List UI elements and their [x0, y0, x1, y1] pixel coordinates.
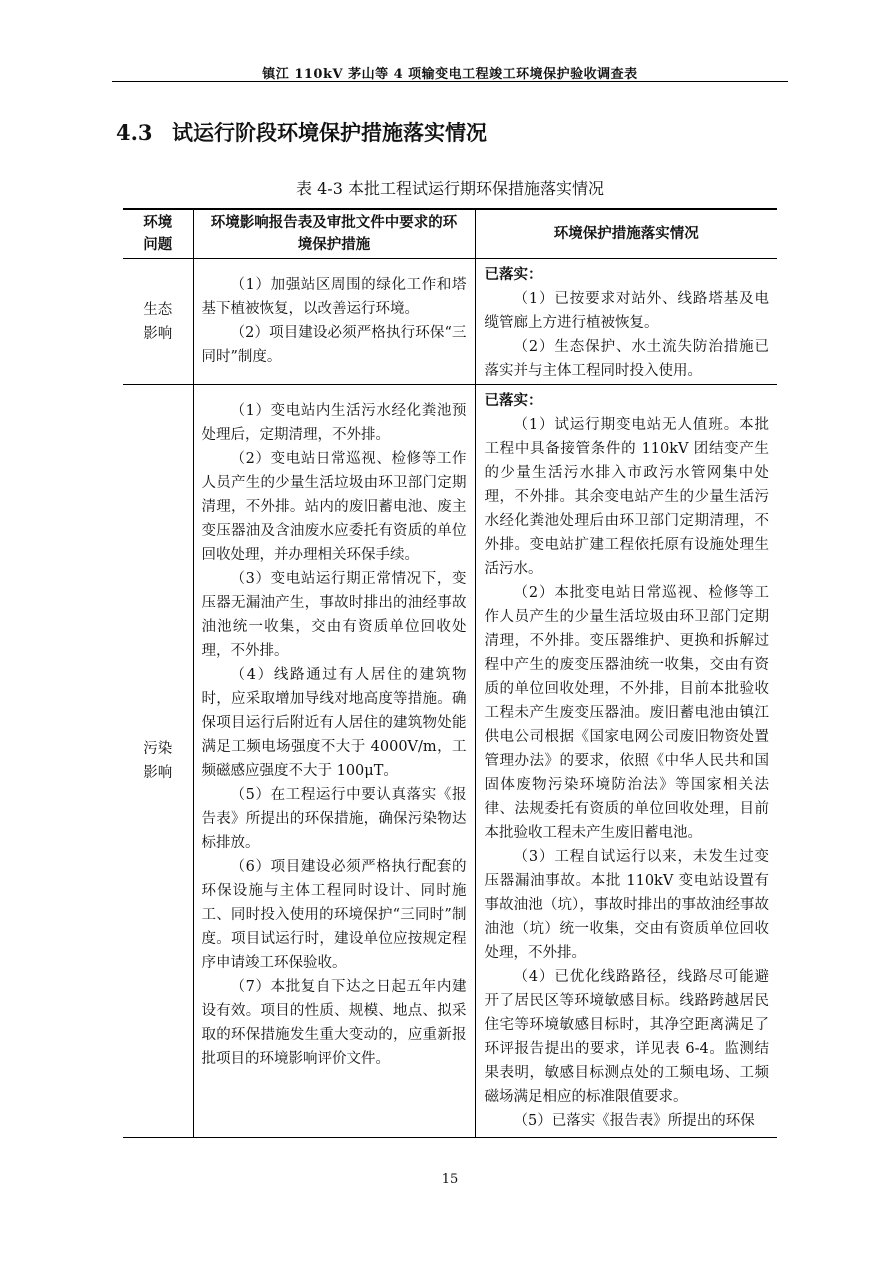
table-row: [123, 259, 777, 385]
table-caption: 表 4-3 本批工程试运行期环保措施落实情况: [296, 179, 604, 198]
requirement-item: （2）变电站日常巡视、检修等工作人员产生的少量生活垃圾由环卫部门定期清理，不外排。站内的废旧蓄电池、废主变压器油及含油废水应委托有资质的单位回收处理，并办理相关环保手续。: [201, 451, 467, 563]
implementation-item: （2）本批变电站日常巡视、检修等工作人员产生的少量生活垃圾由环卫部门定期清理，不外排。变压器维护、更换和拆解过程中产生的废变压器油统一收集，交由有资质的单位回收处理，不外排，目前本批验收工程未产生废变压器油。废旧蓄电池由镇江供电公司根据《国家电网公司废旧物资处置管理办法》的要求，依照《中华人民共和国固体废物污染环境防治法》等国家相关法律、法规委托有资质的单位回收处理，目前本批验收工程未产生废旧蓄电池。: [484, 585, 769, 841]
status-label: 已落实：: [484, 266, 543, 283]
section-number: 4.3: [116, 120, 153, 145]
header-rule: [112, 81, 788, 82]
section-title: 试运行阶段环境保护措施落实情况: [172, 120, 487, 145]
requirement-item: （2）项目建设必须严格执行环保“三同时”制度。: [201, 325, 467, 365]
implementation-item: （4）已优化线路路径，线路尽可能避开了居民区等环境敏感目标。线路跨越居民住宅等环境敏感目标时，其净空距离满足了环评报告提出的要求，详见表 6-4。监测结果表明，敏感目标测点处的工频电场、工频磁场满足相应的标准限值要求。: [484, 969, 769, 1105]
header-issue: 环境问题: [123, 209, 193, 259]
implementation-cell: [475, 259, 777, 385]
header-implementation: 环境保护措施落实情况: [475, 209, 777, 259]
table-row: [123, 385, 777, 1138]
table-header-row: [123, 209, 777, 259]
section-heading: [116, 117, 487, 147]
implementation-item: （1）已按要求对站外、线路塔基及电缆管廊上方进行植被恢复。: [484, 291, 769, 331]
requirement-item: （1）加强站区周围的绿化工作和塔基下植被恢复，以改善运行环境。: [201, 277, 467, 317]
requirements-cell: [193, 385, 475, 1138]
implementation-item: （5）已落实《报告表》所提出的环保: [513, 1113, 755, 1129]
page-number: 15: [441, 1172, 459, 1187]
requirements-cell: [193, 259, 475, 385]
requirement-item: （3）变电站运行期正常情况下，变压器无漏油产生，事故时排出的油经事故油池统一收集，交由有资质单位回收处理，不外排。: [201, 571, 467, 659]
header-requirements: 环境影响报告表及审批文件中要求的环境保护措施: [193, 209, 475, 259]
implementation-cell: [475, 385, 777, 1138]
implementation-item: （2）生态保护、水土流失防治措施已落实并与主体工程同时投入使用。: [484, 339, 769, 379]
page-header: 镇江 110kV 茅山等 4 项输变电工程竣工环境保护验收调查表: [262, 67, 638, 82]
status-label: 已落实：: [484, 392, 543, 409]
issue-cell: 污染影响: [123, 385, 193, 1138]
requirement-item: （6）项目建设必须严格执行配套的环保设施与主体工程同时设计、同时施工、同时投入使用的环境保护“三同时”制度。项目试运行时，建设单位应按规定程序申请竣工环保验收。: [201, 859, 467, 971]
requirement-item: （1）变电站内生活污水经化粪池预处理后，定期清理，不外排。: [201, 403, 467, 443]
requirement-item: （7）本批复自下达之日起五年内建设有效。项目的性质、规模、地点、拟采取的环保措施发生重大变动的，应重新报批项目的环境影响评价文件。: [201, 979, 467, 1067]
implementation-item: （3）工程自试运行以来，未发生过变压器漏油事故。本批 110kV 变电站设置有事故油池（坑），事故时排出的事故油经事故油池（坑）统一收集，交由有资质单位回收处理，不外排。: [484, 849, 769, 961]
measures-table: [123, 208, 777, 1138]
requirement-item: （5）在工程运行中要认真落实《报告表》所提出的环保措施，确保污染物达标排放。: [201, 787, 467, 851]
issue-cell: 生态影响: [123, 259, 193, 385]
implementation-item: （1）试运行期变电站无人值班。本批工程中具备接管条件的 110kV 团结变产生的少量生活污水排入市政污水管网集中处理，不外排。其余变电站产生的少量生活污水经化粪池处理后由环卫部门定期清理，不外排。变电站扩建工程依托原有设施处理生活污水。: [484, 417, 769, 577]
requirement-item: （4）线路通过有人居住的建筑物时，应采取增加导线对地高度等措施。确保项目运行后附近有人居住的建筑物处能满足工频电场强度不大于 4000V/m，工频磁感应强度不大于 100μT。: [201, 667, 467, 779]
